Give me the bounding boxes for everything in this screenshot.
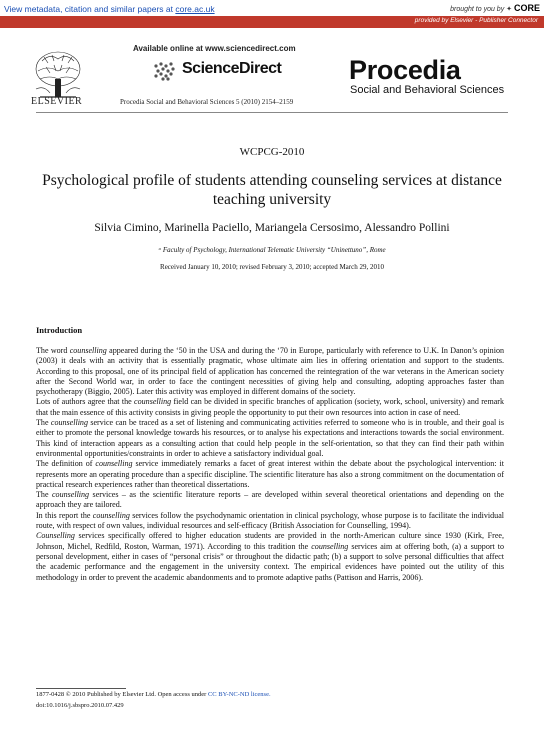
paragraph: The counselling service can be traced as a set of listening and communicating activities referred to someone who is in trouble, and their goal is either to promote the personal knowledge towards his resources, or to analyse his expectations and interactions towards the social environment. This kind of interaction appears as a consulting action that could help people in the self-orientation, so that they can find their path within environmental opportunities/constraints in order to achieve a satisfactory individual goal.	[36, 418, 504, 458]
affiliation: ᵃ Faculty of Psychology, International Telematic University “Uninettuno”, Rome	[158, 246, 386, 254]
header-divider	[36, 112, 508, 113]
core-metadata-link[interactable]: View metadata, citation and similar papers at core.ac.uk	[4, 4, 215, 14]
paragraph: The word counselling appeared during the ‘50 in the USA and during the ‘70 in Europe, particularly with reference to U.K. In Danon’s opinion (2003) it deals with an activity that is essentially pragmatic, whose ultimate aim lies in offering orientation and support to the students. According to this proposal, one of its principal field of application has concerned the reintegration of the war veterans in the American society after the Second World war, in order to face the contingent necessities of giving help and consulting, adopting approaches faster than psychotherapy (Biggio, 2005). Later this activity was employed in different domains of the society.	[36, 346, 504, 397]
paragraph: In this report the counselling services follow the psychodynamic orientation in clinical psychology, whose purpose is to facilitate the individual route, with respect of own values, individual resources and self-efficacy (British Association for Counselling, 1994).	[36, 510, 504, 531]
paragraph: Counselling services specifically offered to higher education students are provided in the north-American culture since 1930 (Kirk, Free, Johnson, Michel, Redfild, Roston, Warman, 1971). According to this tradition the counselling services aim at offering both, (a) a support to personal development, either in cases of “personal crisis” or throughout the didactic path; (b) a support to solve personal difficulties that affect the academic performance and the engagement in the university context. The empirical evidences have pointed out the utility of this methodology in order to prevent the academic abandonments and to promote adaptive paths (Pattison and Harris, 2006).	[36, 531, 505, 582]
sciencedirect-wordmark: ScienceDirect	[182, 60, 282, 77]
procedia-subtitle: Social and Behavioral Sciences	[350, 84, 505, 96]
author-list: Silvia Cimino, Marinella Paciello, Mariangela Cersosimo, Alessandro Pollini	[94, 222, 450, 234]
article-body	[36, 346, 504, 583]
conference-name: WCPCG-2010	[239, 146, 305, 158]
core-logo-icon: ✦	[506, 6, 513, 13]
paragraph: The definition of counselling service immediately remarks a facet of great interest within the debate about the psychological intervention: it represents more an operating procedure than a specific discipline. The scientific literature has also a strong commitment on the documentation of practical research experiences rather than theoretical dissertations.	[36, 459, 504, 489]
procedia-title: Procedia	[349, 55, 461, 85]
paragraph: The counselling services – as the scientific literature reports – are developed within several theoretical orientations and depending on the approach they are tailored.	[36, 490, 504, 510]
provider-bar	[0, 16, 544, 28]
footer-divider	[36, 688, 126, 689]
core-brought-by[interactable]: brought to you by ✦ CORE	[450, 3, 540, 13]
core-banner	[0, 0, 544, 28]
paragraph: Lots of authors agree that the counselling field can be divided in specific branches of application (society, work, school, university) and remark that the main essence of this activity consists in giving people the opportunity to put their own resources into action in case of need.	[36, 397, 504, 417]
available-online: Available online at www.sciencedirect.com	[133, 44, 296, 53]
doi: doi:10.1016/j.sbspro.2010.07.429	[36, 702, 124, 709]
received-dates: Received January 10, 2010; revised February 3, 2010; accepted March 29, 2010	[160, 263, 384, 271]
provider-text[interactable]: provided by Elsevier - Publisher Connector	[414, 17, 538, 24]
core-bar	[0, 0, 544, 16]
elsevier-wordmark: ELSEVIER	[31, 96, 83, 107]
section-heading: Introduction	[36, 325, 83, 335]
journal-reference: Procedia Social and Behavioral Sciences 5 (2010) 2154–2159	[120, 98, 294, 106]
copyright-line: 1877-0428 © 2010 Published by Elsevier Ltd. Open access under CC BY-NC-ND license.	[36, 691, 271, 698]
article-title: Psychological profile of students attending counseling services at distance teaching university	[42, 172, 502, 208]
license-link[interactable]: CC BY-NC-ND license.	[207, 691, 271, 698]
